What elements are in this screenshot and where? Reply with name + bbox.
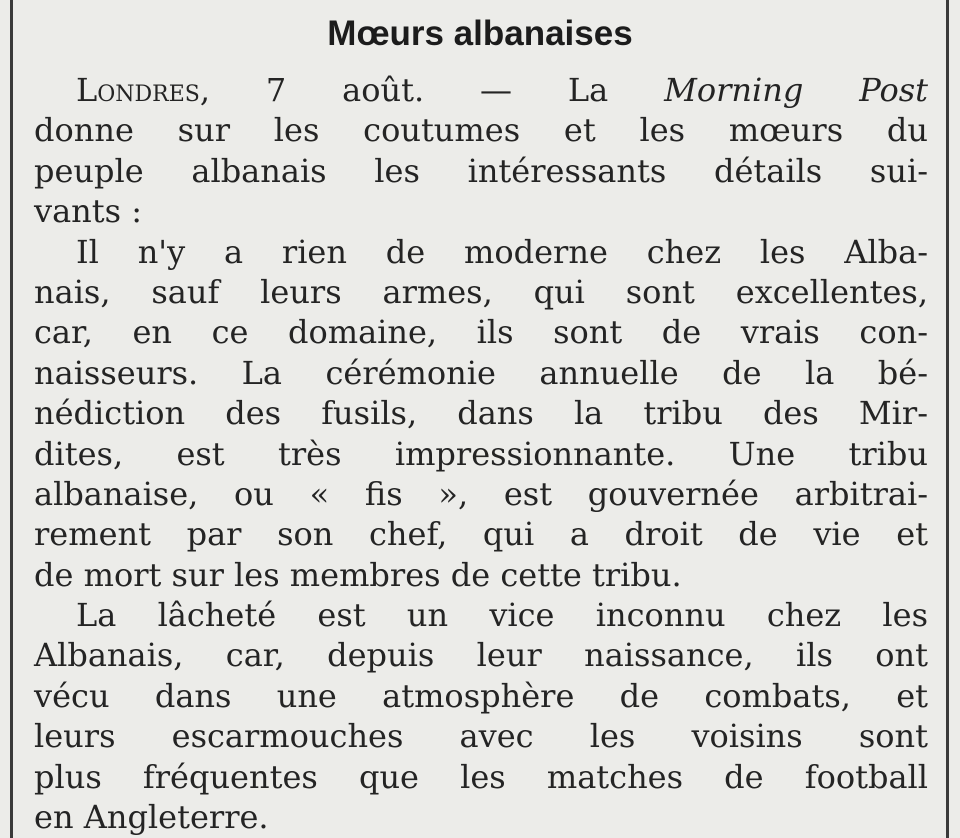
text-line — [34, 70, 928, 110]
text-segment: La lâcheté est un vice inconnu chez les — [76, 596, 928, 635]
text-segment: de mort sur les membres de cette tribu. — [34, 555, 682, 594]
text-line — [34, 434, 928, 474]
text-line — [34, 757, 928, 797]
text-line — [34, 110, 928, 150]
text-segment: leurs escarmouches avec les voisins sont — [34, 717, 928, 756]
text-line — [34, 474, 928, 514]
text-line — [34, 191, 928, 231]
text-segment: vants : — [34, 192, 142, 231]
text-line — [34, 151, 928, 191]
article-headline: Mœurs albanaises — [327, 14, 633, 53]
article-paragraph — [34, 70, 928, 232]
text-segment: naisseurs. La cérémonie annuelle de la bé- — [34, 353, 928, 392]
text-segment: peuple albanais les intéressants détails sui- — [34, 151, 928, 190]
text-line — [34, 272, 928, 312]
text-line — [34, 797, 928, 837]
text-line — [34, 393, 928, 433]
text-line — [34, 232, 928, 272]
text-segment: plus fréquentes que les matches de football — [34, 757, 928, 796]
text-segment: nais, sauf leurs armes, qui sont excellentes, — [34, 272, 928, 311]
text-line — [34, 635, 928, 675]
text-segment: car, en ce domaine, ils sont de vrais con- — [34, 313, 928, 352]
article-paragraph — [34, 232, 928, 596]
text-line — [34, 312, 928, 352]
dateline-city: Londres — [76, 71, 200, 109]
text-segment: donne sur les coutumes et les mœurs du — [34, 111, 928, 150]
text-segment: nédiction des fusils, dans la tribu des Mir- — [34, 394, 928, 433]
article-paragraph — [34, 595, 928, 837]
text-line — [34, 595, 928, 635]
text-segment: Il n'y a rien de moderne chez les Alba- — [76, 232, 928, 271]
newspaper-name: Morning Post — [664, 71, 929, 109]
text-segment: rement par son chef, qui a droit de vie et — [34, 515, 928, 554]
text-segment: albanaise, ou « fis », est gouvernée arbitrai- — [34, 474, 928, 513]
text-line — [34, 676, 928, 716]
column-rule-left — [10, 0, 13, 838]
text-segment: vécu dans une atmosphère de combats, et — [34, 676, 928, 715]
text-segment: en Angleterre. — [34, 798, 269, 837]
text-line — [34, 716, 928, 756]
article-body — [34, 70, 928, 837]
text-line — [34, 555, 928, 595]
text-segment: , 7 août. — La — [199, 71, 665, 109]
text-segment: dites, est très impressionnante. Une tribu — [34, 434, 928, 473]
text-line — [34, 514, 928, 554]
text-line — [34, 353, 928, 393]
column-rule-right — [946, 0, 949, 838]
text-segment: Albanais, car, depuis leur naissance, ils ont — [34, 636, 928, 675]
